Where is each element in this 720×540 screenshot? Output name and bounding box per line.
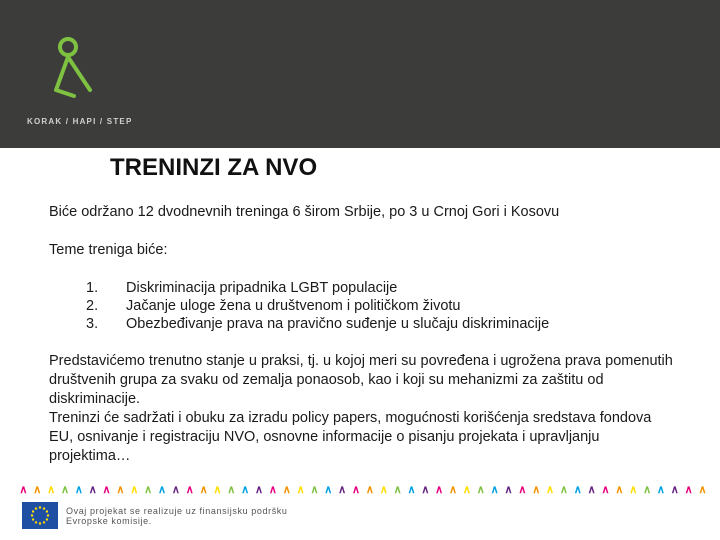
figure-dot-icon: ∧ (199, 484, 208, 496)
figure-dot-icon: ∧ (559, 484, 568, 496)
eu-star-icon (43, 521, 45, 523)
figure-dot-icon: ∧ (130, 484, 139, 496)
funding-line-2: Evropske komisije. (66, 516, 152, 526)
figure-dot-icon: ∧ (47, 484, 56, 496)
eu-star-icon (32, 518, 34, 520)
list-item (76, 315, 549, 333)
figure-dot-icon: ∧ (407, 484, 416, 496)
figure-dot-icon: ∧ (60, 484, 70, 496)
figure-dot-icon: ∧ (74, 484, 83, 496)
eu-star-icon (35, 507, 37, 509)
figure-dot-icon: ∧ (296, 484, 305, 496)
figure-dot-icon: ∧ (144, 484, 153, 496)
paragraph-current-state: Predstavićemo trenutno stanje u praksi, tj. u kojoj meri su povređena i ugrožena prava pomenutih društvenih grupa za svaku od zemalja ponaosob, kao i koji su mehanizmi za zaštitu od diskriminacije. (49, 353, 673, 407)
header-banner (0, 0, 720, 148)
figure-dot-icon: ∧ (365, 484, 374, 496)
figure-dot-icon: ∧ (601, 484, 610, 496)
figure-dot-icon: ∧ (546, 484, 555, 496)
figure-dot-icon: ∧ (310, 484, 319, 496)
eu-star-icon (43, 507, 45, 509)
list-item-number: 3. (86, 316, 99, 332)
figure-dot-icon: ∧ (504, 484, 513, 496)
funding-line-1: Ovaj projekat se realizuje uz finansijsku podršku (66, 506, 288, 516)
figure-dot-icon: ∧ (88, 484, 97, 496)
eu-flag-icon (22, 502, 58, 529)
figure-dot-icon: ∧ (435, 484, 444, 496)
figure-dot-icon: ∧ (670, 484, 679, 496)
figure-dot-icon: ∧ (282, 484, 291, 496)
figure-dot-icon: ∧ (379, 484, 388, 496)
figure-dot-icon: ∧ (33, 484, 42, 496)
eu-star-icon (39, 522, 41, 524)
figure-dot-icon: ∧ (393, 484, 402, 496)
figure-dot-icon: ∧ (268, 484, 277, 496)
paragraph-training-content: Treninzi će sadržati i obuku za izradu policy papers, mogućnosti korišćenja sredstava fondova EU, osnivanje i registraciju NVO, osnovne informacije o pisanju projekata i upravljanju projektima… (49, 410, 652, 464)
figure-dot-icon: ∧ (255, 484, 264, 496)
figure-dot-icon: ∧ (573, 484, 582, 496)
figure-dot-icon: ∧ (19, 484, 28, 496)
eu-star-icon (46, 518, 48, 520)
figure-dot-icon: ∧ (698, 484, 707, 496)
figure-dot-icon: ∧ (338, 484, 347, 496)
figure-dot-icon: ∧ (157, 484, 167, 496)
figure-dot-icon: ∧ (185, 484, 194, 496)
figure-dot-icon: ∧ (116, 484, 125, 496)
figure-dot-icon: ∧ (629, 484, 638, 496)
brand-label: KORAK / HAPI / STEP (27, 117, 133, 126)
figure-dot-icon: ∧ (615, 484, 624, 496)
list-item (76, 279, 549, 297)
figure-dot-icon: ∧ (587, 484, 596, 496)
eu-star-icon (47, 514, 49, 516)
topics-list (76, 279, 549, 333)
figure-dot-icon: ∧ (490, 484, 499, 496)
eu-star-icon (31, 514, 33, 516)
figure-dot-icon: ∧ (324, 484, 333, 496)
list-item-text: Obezbeđivanje prava na pravično suđenje u slučaju diskriminacije (126, 316, 550, 332)
list-item-text: Diskriminacija pripadnika LGBT populacije (126, 280, 398, 296)
list-item-number: 1. (86, 280, 99, 296)
eu-star-icon (32, 510, 34, 512)
figure-dot-icon: ∧ (643, 484, 652, 496)
figure-dot-icon: ∧ (352, 484, 361, 496)
page-title: TRENINZI ZA NVO (110, 154, 318, 181)
eu-star-icon (39, 506, 41, 508)
figure-dot-icon: ∧ (449, 484, 458, 496)
topics-label: Teme treniga biće: (49, 242, 168, 258)
list-item (76, 297, 549, 315)
figure-dot-icon: ∧ (171, 484, 180, 496)
list-item-number: 2. (86, 298, 99, 314)
figure-dot-icon: ∧ (476, 484, 485, 496)
figure-dot-icon: ∧ (102, 484, 111, 496)
decorative-figure-row (18, 484, 708, 496)
funding-notice (66, 506, 288, 526)
figure-dot-icon: ∧ (532, 484, 541, 496)
figure-dot-icon: ∧ (421, 484, 430, 496)
figure-dot-icon: ∧ (656, 484, 665, 496)
figure-dot-icon: ∧ (227, 484, 236, 496)
figure-dot-icon: ∧ (213, 484, 222, 496)
figure-dot-icon: ∧ (684, 484, 693, 496)
eu-star-icon (35, 521, 37, 523)
description (49, 352, 679, 466)
figure-dot-icon: ∧ (241, 484, 250, 496)
korak-logo-icon (40, 30, 120, 105)
figure-dot-icon: ∧ (462, 484, 471, 496)
eu-star-icon (46, 510, 48, 512)
intro-text: Biće održano 12 dvodnevnih treninga 6 širom Srbije, po 3 u Crnoj Gori i Kosovu (49, 204, 560, 220)
figure-dot-icon: ∧ (518, 484, 527, 496)
list-item-text: Jačanje uloge žena u društvenom i političkom životu (126, 298, 461, 314)
